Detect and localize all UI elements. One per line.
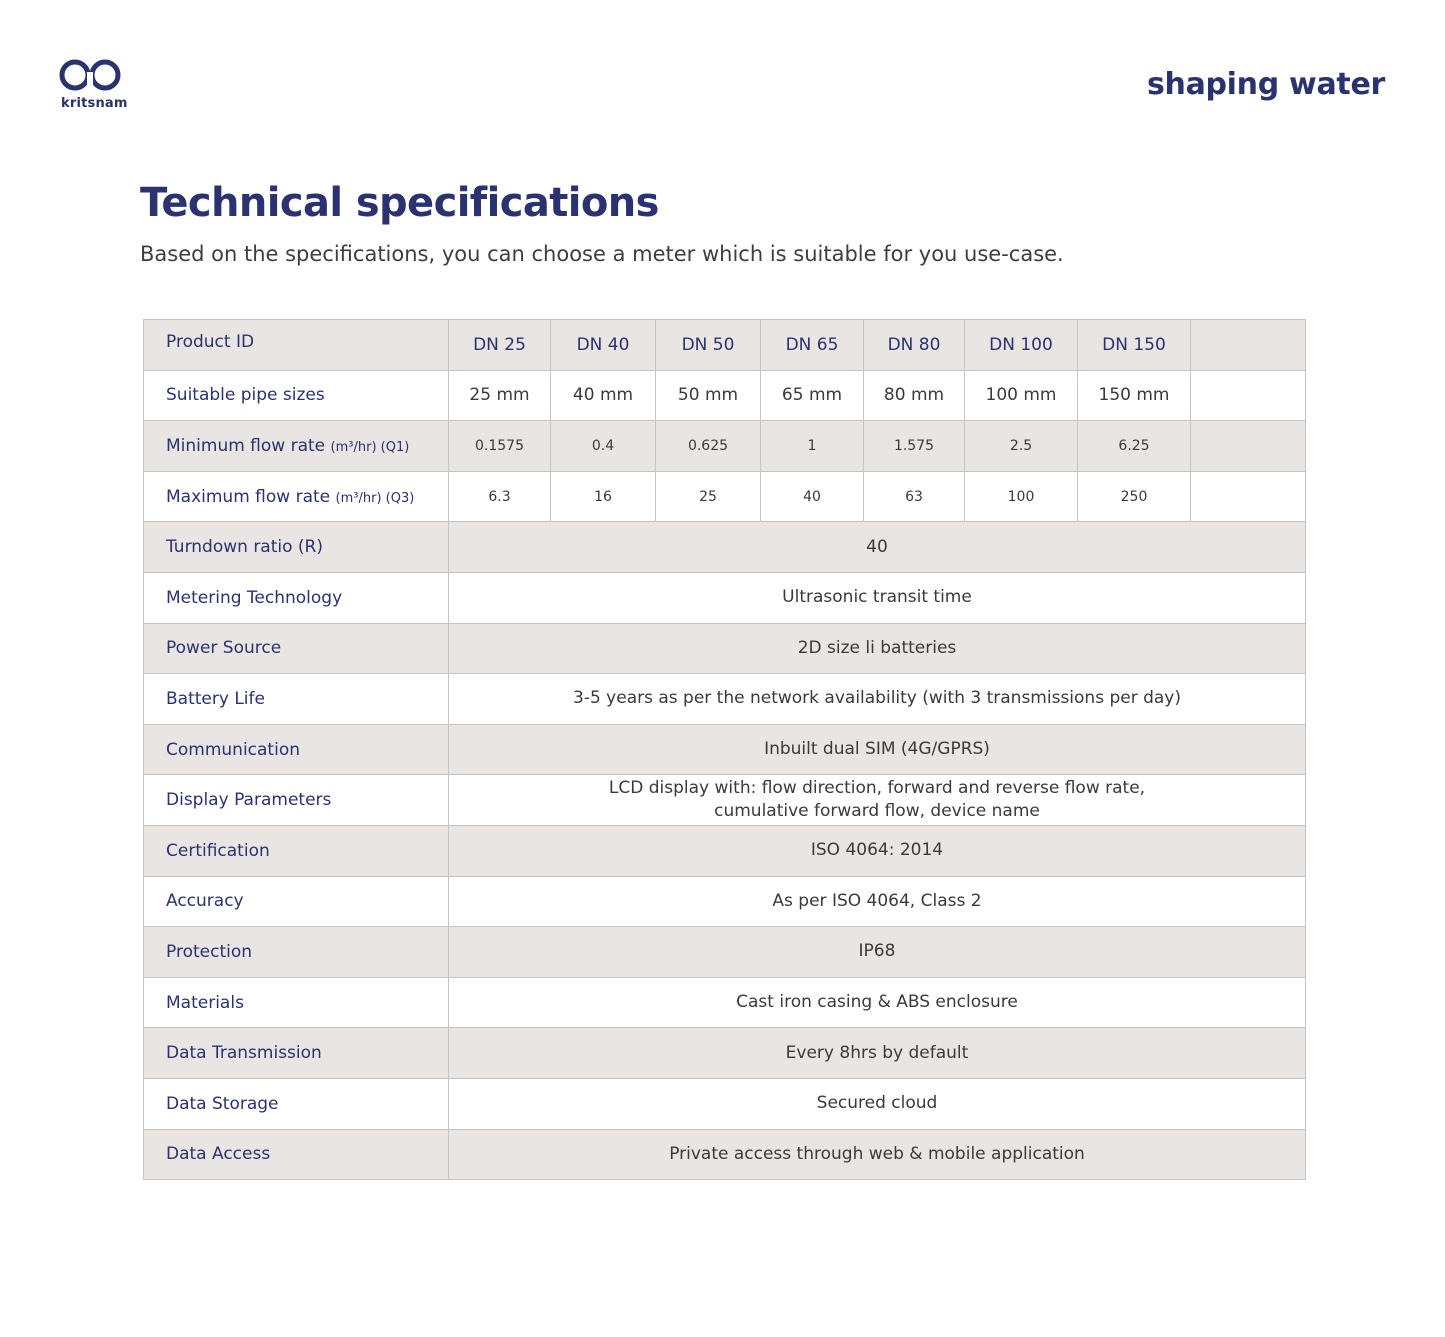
table-row-turndown bbox=[144, 522, 1306, 573]
table-row-certification bbox=[144, 825, 1306, 876]
spec-table-body bbox=[144, 320, 1306, 1180]
table-cell: 1.575 bbox=[864, 421, 965, 472]
table-cell: 6.25 bbox=[1078, 421, 1191, 472]
row-label-container bbox=[144, 421, 449, 472]
row-label: Data Transmission bbox=[144, 1028, 449, 1079]
model-header: DN 40 bbox=[551, 320, 656, 371]
row-label: Data Access bbox=[144, 1129, 449, 1180]
row-label: Maximum flow rate bbox=[166, 486, 336, 507]
table-cell: 40 bbox=[761, 471, 864, 522]
brand-logo bbox=[58, 58, 128, 111]
table-cell: Ultrasonic transit time bbox=[449, 572, 1306, 623]
row-label: Minimum flow rate bbox=[166, 435, 331, 456]
table-cell: 100 mm bbox=[965, 370, 1078, 421]
row-label: Product ID bbox=[144, 320, 449, 371]
table-cell: 6.3 bbox=[449, 471, 551, 522]
table-cell: 25 mm bbox=[449, 370, 551, 421]
table-cell: 0.625 bbox=[656, 421, 761, 472]
row-label-unit: (m³/hr) (Q1) bbox=[330, 439, 410, 455]
table-cell: Cast iron casing & ABS enclosure bbox=[449, 977, 1306, 1028]
blank-cell bbox=[1191, 370, 1306, 421]
model-header: DN 65 bbox=[761, 320, 864, 371]
table-row-display-parameters bbox=[144, 775, 1306, 826]
cell-line: LCD display with: flow direction, forward and reverse flow rate, bbox=[608, 778, 1146, 799]
table-row-min-flow bbox=[144, 421, 1306, 472]
table-row-data-storage bbox=[144, 1078, 1306, 1129]
table-cell: As per ISO 4064, Class 2 bbox=[449, 876, 1306, 927]
row-label: Communication bbox=[144, 724, 449, 775]
table-cell: 0.4 bbox=[551, 421, 656, 472]
blank-cell bbox=[1191, 421, 1306, 472]
row-label: Power Source bbox=[144, 623, 449, 674]
table-cell: 65 mm bbox=[761, 370, 864, 421]
table-row-data-transmission bbox=[144, 1028, 1306, 1079]
row-label: Protection bbox=[144, 927, 449, 978]
table-cell: 25 bbox=[656, 471, 761, 522]
row-label: Accuracy bbox=[144, 876, 449, 927]
model-header: DN 80 bbox=[864, 320, 965, 371]
table-cell: ISO 4064: 2014 bbox=[449, 825, 1306, 876]
table-row-max-flow bbox=[144, 471, 1306, 522]
blank-cell bbox=[1191, 320, 1306, 371]
page-subtitle: Based on the specifications, you can choose a meter which is suitable for you use-case. bbox=[140, 242, 1064, 266]
cell-line: cumulative forward flow, device name bbox=[714, 801, 1040, 822]
table-cell: 150 mm bbox=[1078, 370, 1191, 421]
table-row-battery-life bbox=[144, 674, 1306, 725]
model-header: DN 100 bbox=[965, 320, 1078, 371]
model-header: DN 50 bbox=[656, 320, 761, 371]
table-cell: 50 mm bbox=[656, 370, 761, 421]
row-label: Data Storage bbox=[144, 1078, 449, 1129]
row-label: Suitable pipe sizes bbox=[144, 370, 449, 421]
model-header: DN 150 bbox=[1078, 320, 1191, 371]
row-label: Turndown ratio (R) bbox=[144, 522, 449, 573]
table-cell: 100 bbox=[965, 471, 1078, 522]
table-cell: 2D size li batteries bbox=[449, 623, 1306, 674]
table-cell: 2.5 bbox=[965, 421, 1078, 472]
row-label: Certification bbox=[144, 825, 449, 876]
table-cell: Secured cloud bbox=[449, 1078, 1306, 1129]
table-row-data-access bbox=[144, 1129, 1306, 1180]
table-cell: 250 bbox=[1078, 471, 1191, 522]
table-cell: 40 mm bbox=[551, 370, 656, 421]
table-cell: 16 bbox=[551, 471, 656, 522]
row-label: Display Parameters bbox=[144, 775, 449, 826]
table-row-pipe-sizes bbox=[144, 370, 1306, 421]
row-label-container bbox=[144, 471, 449, 522]
brand-tagline: shaping water bbox=[1146, 67, 1385, 102]
row-label: Battery Life bbox=[144, 674, 449, 725]
row-label: Materials bbox=[144, 977, 449, 1028]
table-row-power-source bbox=[144, 623, 1306, 674]
table-cell: 63 bbox=[864, 471, 965, 522]
logo-wordmark: kritsnam bbox=[61, 96, 128, 111]
table-cell: 1 bbox=[761, 421, 864, 472]
model-header: DN 25 bbox=[449, 320, 551, 371]
page-title: Technical specifications bbox=[140, 180, 659, 226]
table-row-product-id bbox=[144, 320, 1306, 371]
table-row-metering-technology bbox=[144, 572, 1306, 623]
table-cell: Every 8hrs by default bbox=[449, 1028, 1306, 1079]
table-cell-multiline bbox=[449, 775, 1306, 826]
table-cell: 40 bbox=[449, 522, 1306, 573]
table-row-materials bbox=[144, 977, 1306, 1028]
row-label: Metering Technology bbox=[144, 572, 449, 623]
table-cell: 3-5 years as per the network availability (with 3 transmissions per day) bbox=[449, 674, 1306, 725]
table-cell: IP68 bbox=[449, 927, 1306, 978]
row-label-unit: (m³/hr) (Q3) bbox=[335, 490, 415, 506]
table-row-accuracy bbox=[144, 876, 1306, 927]
table-row-communication bbox=[144, 724, 1306, 775]
table-cell: 80 mm bbox=[864, 370, 965, 421]
spec-table bbox=[143, 319, 1306, 1180]
blank-cell bbox=[1191, 471, 1306, 522]
infinity-loop-logo-icon bbox=[58, 58, 124, 92]
table-row-protection bbox=[144, 927, 1306, 978]
table-cell: 0.1575 bbox=[449, 421, 551, 472]
table-cell: Private access through web & mobile application bbox=[449, 1129, 1306, 1180]
table-cell: Inbuilt dual SIM (4G/GPRS) bbox=[449, 724, 1306, 775]
